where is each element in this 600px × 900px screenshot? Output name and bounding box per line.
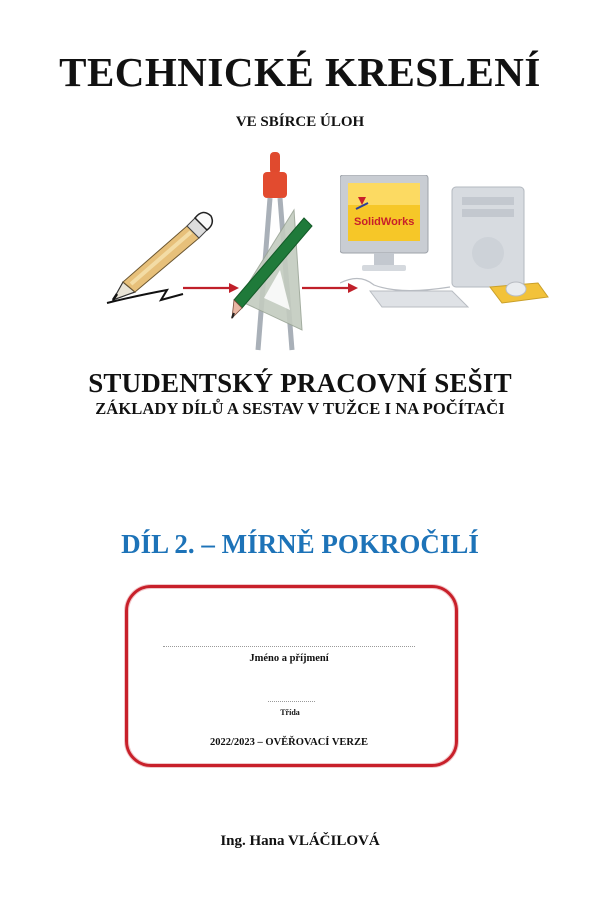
version-label: 2022/2023 – OVĚŘOVACÍ VERZE: [209, 737, 368, 748]
pencil-sketch-icon: [95, 200, 225, 310]
solidworks-logo-text: SolidWorks: [354, 216, 415, 228]
author-name: Ing. Hana VLÁČILOVÁ: [220, 833, 380, 849]
computer-solidworks-icon: [340, 175, 550, 310]
document-subtitle: VE SBÍRCE ÚLOH: [235, 114, 365, 130]
document-title: TECHNICKÉ KRESLENÍ: [59, 49, 541, 95]
name-fill-line[interactable]: [163, 646, 415, 647]
workbook-title: STUDENTSKÝ PRACOVNÍ SEŠIT: [88, 368, 512, 398]
workbook-subtitle: ZÁKLADY DÍLŮ A SESTAV V TUŽCE I NA POČÍTAČI: [95, 399, 505, 418]
compass-ruler-icon: [230, 150, 320, 360]
workflow-illustration: [95, 150, 555, 360]
class-label: Třída: [280, 708, 300, 717]
class-fill-line[interactable]: [268, 701, 315, 702]
part-title: DÍL 2. – MÍRNĚ POKROČILÍ: [121, 529, 479, 559]
name-label: Jméno a příjmení: [249, 653, 329, 664]
